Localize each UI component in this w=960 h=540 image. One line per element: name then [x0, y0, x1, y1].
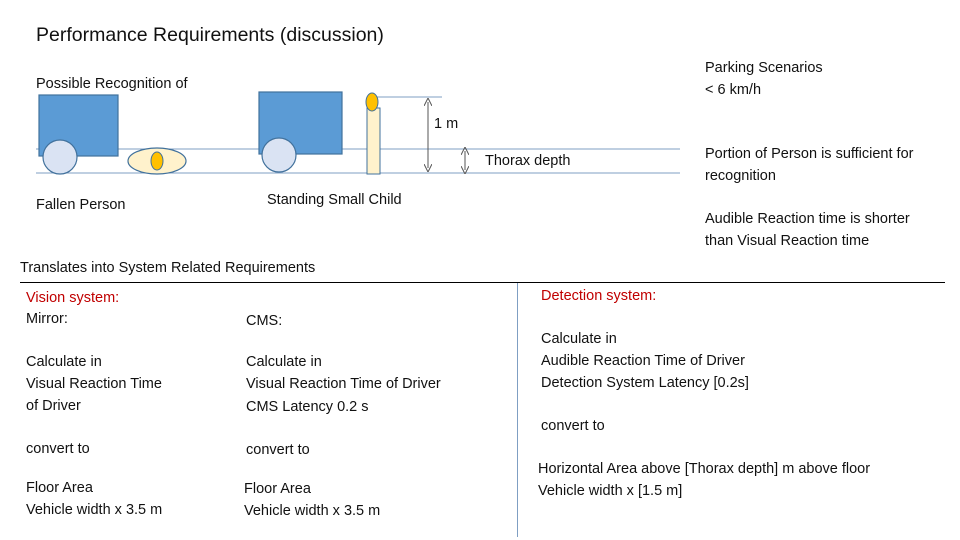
fallen-person-label: Fallen Person [36, 197, 126, 213]
mirror-calculate-line-1: Calculate in [26, 354, 102, 370]
detection-horizontal-line-2: Vehicle width x [1.5 m] [538, 483, 683, 499]
cms-floor-line-1: Floor Area [244, 481, 311, 497]
audible-note-line-2: than Visual Reaction time [705, 233, 870, 249]
section-heading: Translates into System Related Requirements [20, 260, 316, 276]
cms-convert-label: convert to [246, 442, 310, 458]
one-meter-label: 1 m [434, 116, 459, 132]
section-divider [20, 282, 945, 283]
vehicle-wheel-right [262, 138, 296, 172]
parking-scenarios-line-2: < 6 km/h [705, 82, 762, 98]
cms-calculate-line-2: Visual Reaction Time of Driver [246, 376, 441, 392]
vision-system-heading: Vision system: [26, 290, 120, 306]
portion-note-line-2: recognition [705, 168, 776, 184]
fallen-person-head [151, 152, 163, 170]
cms-floor-line-2: Vehicle width x 3.5 m [244, 503, 381, 519]
detection-calculate-line-2: Audible Reaction Time of Driver [541, 353, 745, 369]
mirror-floor-line-2: Vehicle width x 3.5 m [26, 502, 163, 518]
detection-system-heading: Detection system: [541, 288, 657, 304]
audible-note-line-1: Audible Reaction time is shorter [705, 211, 910, 227]
column-separator [517, 283, 518, 537]
portion-note-line-1: Portion of Person is sufficient for [705, 146, 914, 162]
page-title: Performance Requirements (discussion) [36, 24, 384, 46]
detection-convert-label: convert to [541, 418, 605, 434]
vehicle-wheel-left [43, 140, 77, 174]
possible-recognition-label: Possible Recognition of [36, 76, 188, 92]
parking-scenarios-line-1: Parking Scenarios [705, 60, 823, 76]
mirror-label: Mirror: [26, 311, 68, 327]
standing-child-head [366, 93, 378, 111]
detection-horizontal-line-1: Horizontal Area above [Thorax depth] m above floor [538, 461, 871, 477]
cms-calculate-line-3: CMS Latency 0.2 s [246, 399, 369, 415]
thorax-depth-label: Thorax depth [485, 153, 571, 169]
standing-child-body [367, 108, 380, 174]
detection-calculate-line-3: Detection System Latency [0.2s] [541, 375, 749, 391]
detection-calculate-line-1: Calculate in [541, 331, 617, 347]
mirror-convert-label: convert to [26, 441, 90, 457]
mirror-calculate-line-3: of Driver [26, 398, 81, 414]
cms-label: CMS: [246, 313, 283, 329]
mirror-calculate-line-2: Visual Reaction Time [26, 376, 162, 392]
cms-calculate-line-1: Calculate in [246, 354, 322, 370]
standing-child-label: Standing Small Child [267, 192, 402, 208]
mirror-floor-line-1: Floor Area [26, 480, 93, 496]
